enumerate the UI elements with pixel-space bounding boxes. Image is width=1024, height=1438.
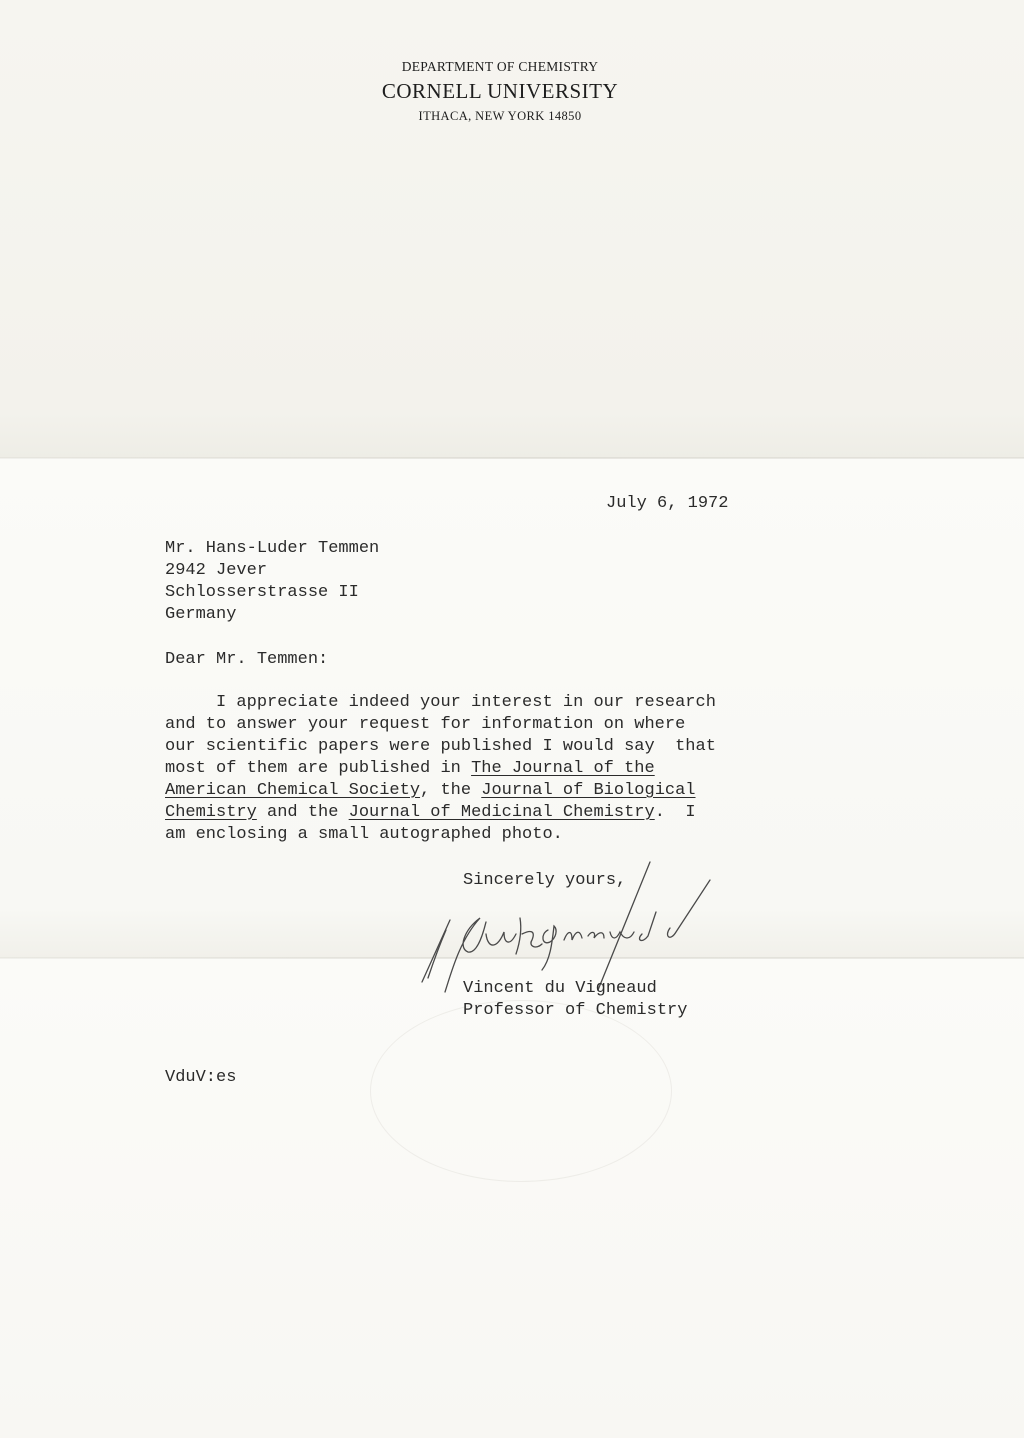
journal-title-jbc-part1: Journal of Biological bbox=[481, 781, 696, 800]
body-line-7: am enclosing a small autographed photo. bbox=[165, 825, 563, 844]
body-line-4 bbox=[165, 758, 716, 780]
signer-block bbox=[463, 978, 687, 1022]
reference-initials: VduV:es bbox=[165, 1068, 237, 1087]
salutation: Dear Mr. Temmen: bbox=[165, 650, 329, 669]
journal-title-jacs-part1: The Journal of the bbox=[471, 759, 655, 778]
letterhead-address: ITHACA, NEW YORK 14850 bbox=[418, 109, 582, 123]
body-line-6 bbox=[165, 802, 716, 824]
recipient-name: Mr. Hans-Luder Temmen bbox=[165, 539, 380, 558]
recipient-line-4: Germany bbox=[165, 605, 237, 624]
body-text-fragment: , the bbox=[420, 781, 482, 800]
recipient-line-2: 2942 Jever bbox=[165, 561, 268, 580]
recipient-address bbox=[165, 538, 379, 626]
recipient-line-3: Schlosserstrasse II bbox=[165, 583, 359, 602]
journal-title-jmc: Journal of Medicinal Chemistry bbox=[348, 803, 655, 822]
body-text-fragment: . I bbox=[654, 803, 696, 822]
signer-name: Vincent du Vigneaud bbox=[463, 979, 657, 998]
journal-title-jbc-part2: Chemistry bbox=[165, 803, 257, 822]
body-text-fragment: and the bbox=[256, 803, 349, 822]
fold-line-upper bbox=[0, 457, 1024, 459]
body-line-1: I appreciate indeed your interest in our research bbox=[165, 693, 716, 712]
journal-title-jacs-part2: American Chemical Society bbox=[165, 781, 421, 800]
embossed-seal bbox=[370, 1000, 672, 1182]
letter-body bbox=[165, 692, 716, 846]
body-line-5 bbox=[165, 780, 716, 802]
letterhead bbox=[0, 58, 1000, 126]
letterhead-department: DEPARTMENT OF CHEMISTRY bbox=[401, 59, 599, 74]
letter-date: July 6, 1972 bbox=[606, 494, 729, 513]
letterhead-university: CORNELL UNIVERSITY bbox=[381, 79, 619, 103]
body-line-2: and to answer your request for information on where bbox=[165, 715, 686, 734]
body-text-fragment: most of them are published in bbox=[165, 759, 472, 778]
closing: Sincerely yours, bbox=[463, 871, 627, 890]
body-line-3: our scientific papers were published I would say that bbox=[165, 737, 716, 756]
signer-title: Professor of Chemistry bbox=[463, 1001, 688, 1020]
